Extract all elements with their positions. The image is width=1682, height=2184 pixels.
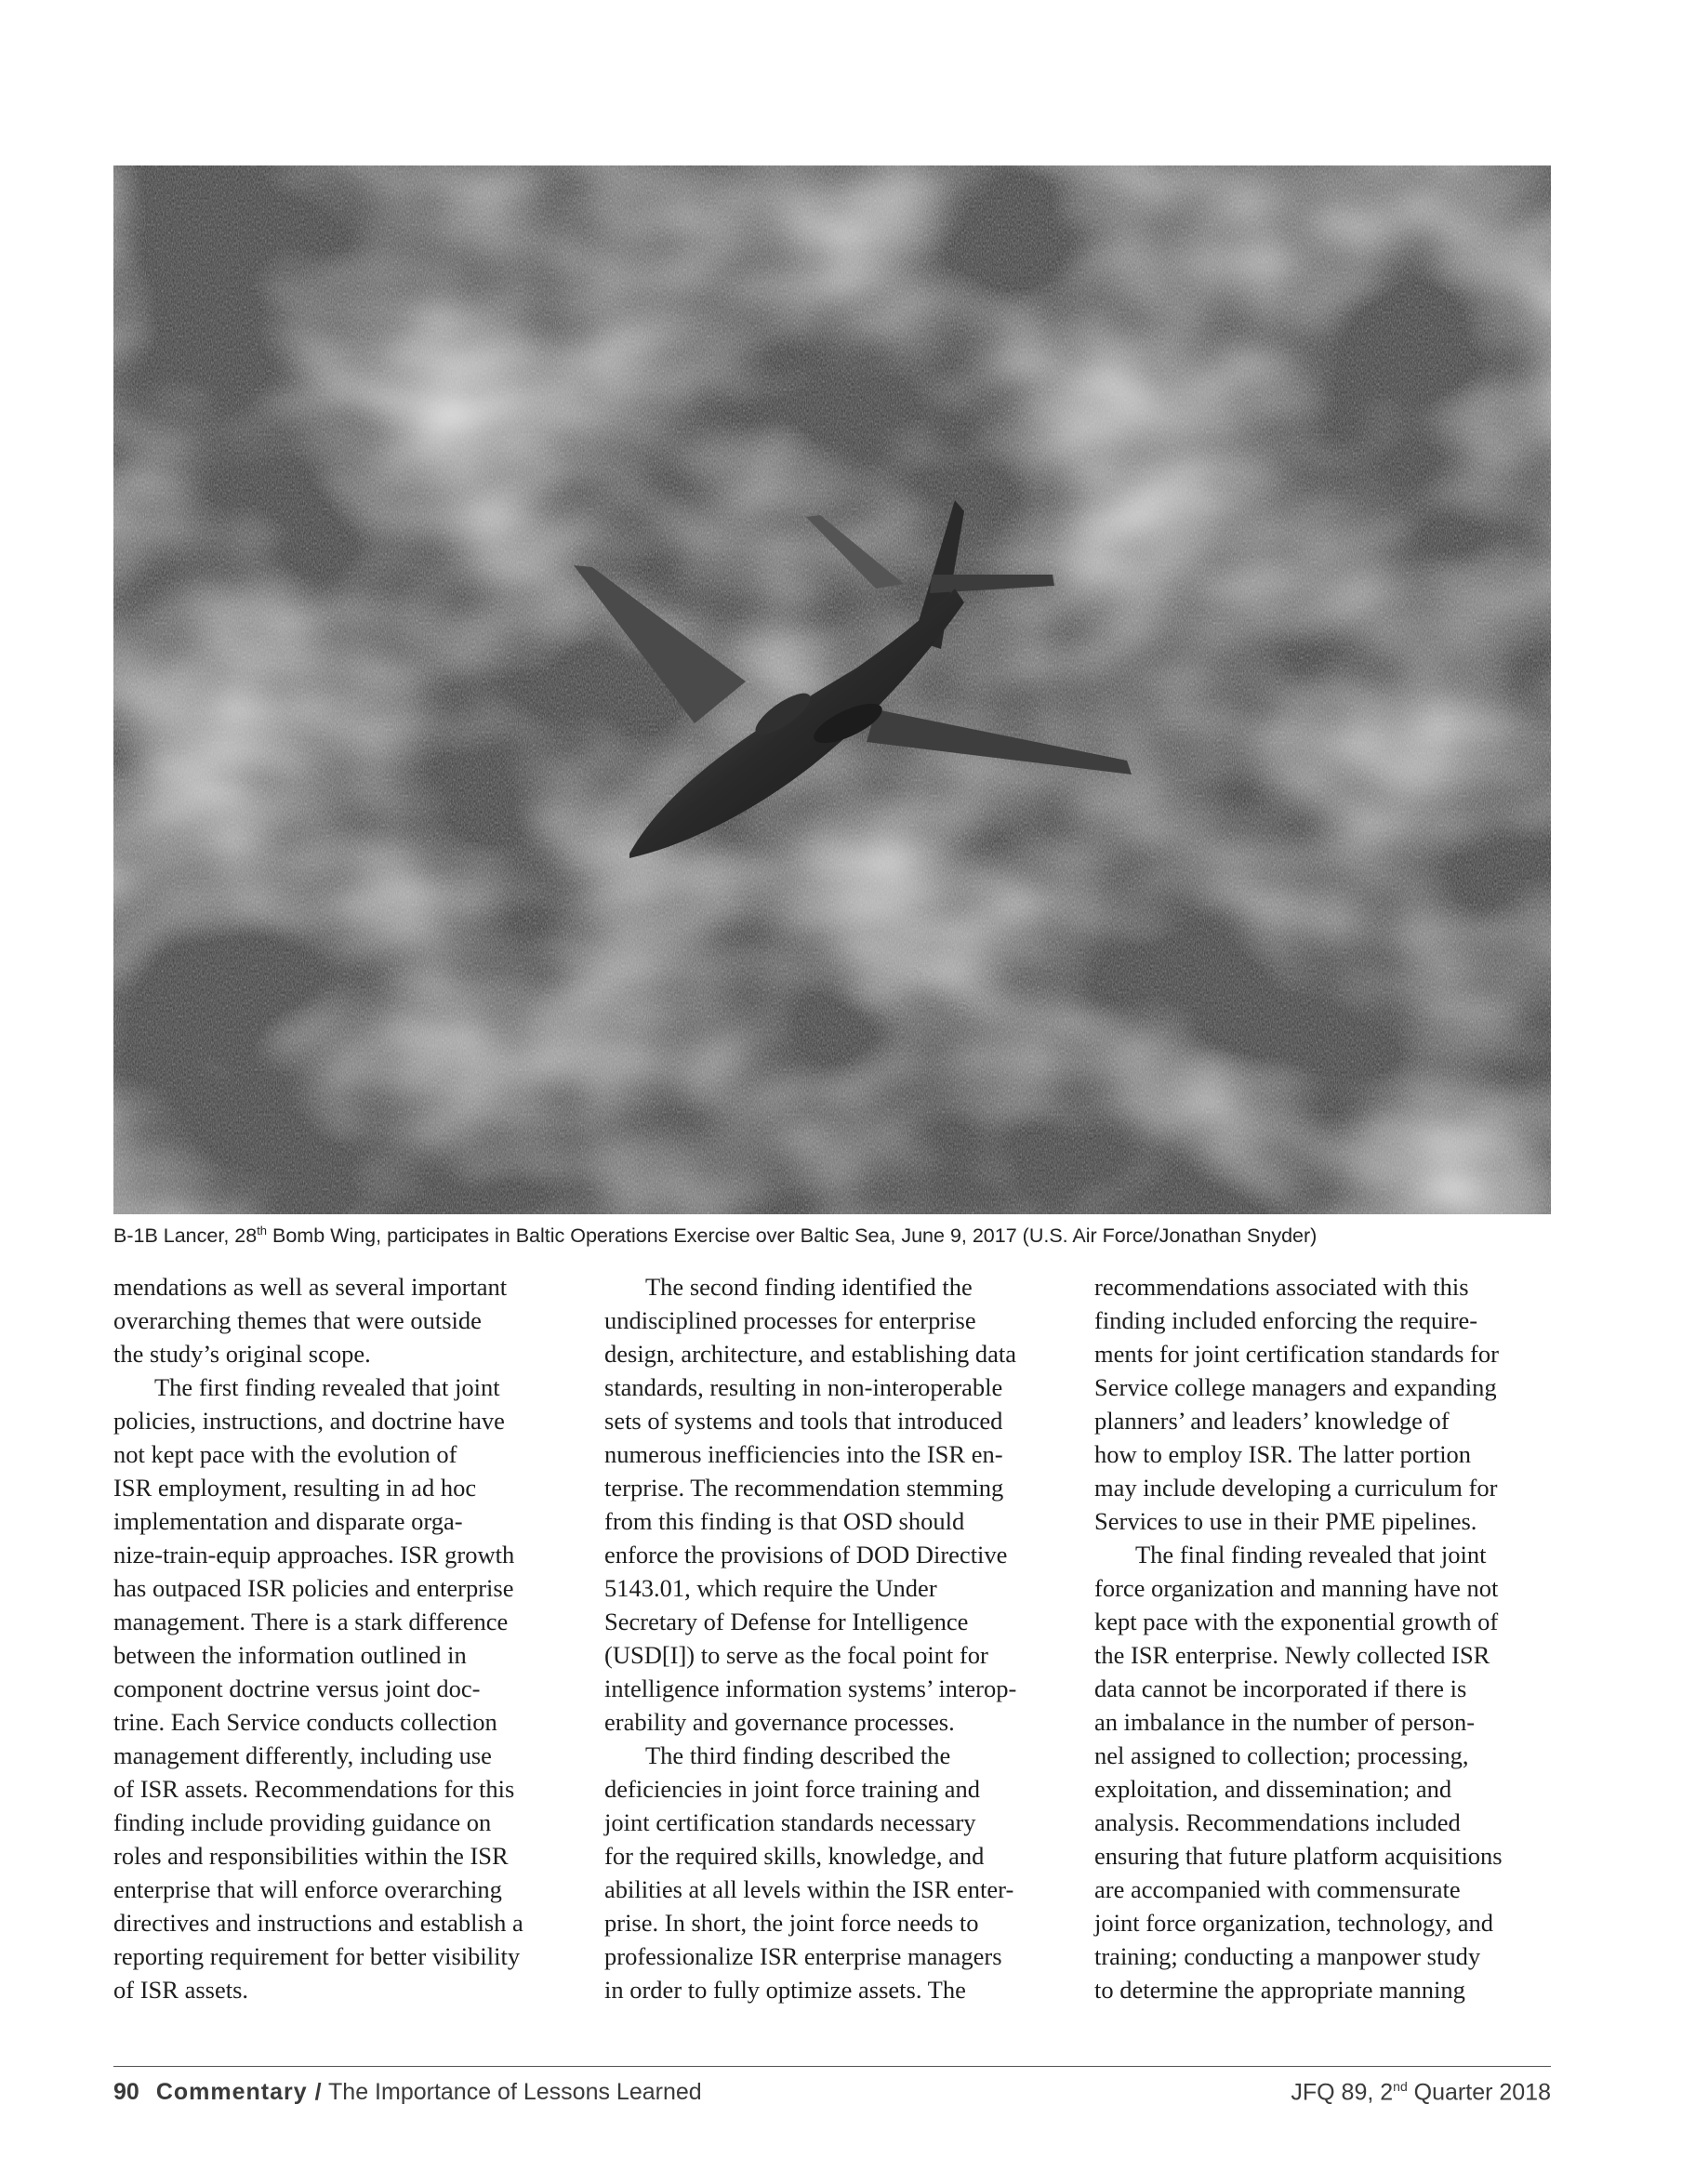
- text-line: management. There is a stark difference: [113, 1608, 509, 1635]
- text-column-2: [604, 1270, 1069, 2006]
- caption-superscript: th: [257, 1224, 268, 1238]
- text-line: undisciplined processes for enterprise: [604, 1306, 976, 1334]
- section-label: Commentary /: [155, 2079, 323, 2105]
- text-line: enterprise that will enforce overarching: [113, 1875, 502, 1903]
- text-line: erability and governance processes.: [604, 1708, 955, 1736]
- paragraph: [1094, 1270, 1559, 1538]
- text-line: ensuring that future platform acquisitions: [1094, 1842, 1503, 1870]
- photo-caption: [113, 1224, 1564, 1248]
- text-line: The first finding revealed that joint: [154, 1373, 500, 1401]
- text-line: the study’s original scope.: [113, 1340, 371, 1368]
- text-line: force organization and manning have not: [1094, 1574, 1499, 1602]
- text-line: between the information outlined in: [113, 1641, 467, 1669]
- text-line: abilities at all levels within the ISR enter-: [604, 1875, 1014, 1903]
- text-line: design, architecture, and establishing data: [604, 1340, 1016, 1368]
- text-line: of ISR assets. Recommendations for this: [113, 1775, 515, 1803]
- text-line: ISR employment, resulting in ad hoc: [113, 1474, 477, 1502]
- journal-issue-rest: Quarter 2018: [1407, 2079, 1551, 2106]
- text-line: trine. Each Service conducts collection: [113, 1708, 497, 1736]
- text-line: has outpaced ISR policies and enterprise: [113, 1574, 514, 1602]
- text-line: intelligence information systems’ interop-: [604, 1674, 1017, 1702]
- journal-issue-superscript: nd: [1393, 2079, 1408, 2094]
- page-number: 90: [113, 2079, 139, 2105]
- text-line: overarching themes that were outside: [113, 1306, 482, 1334]
- footer-left: [113, 2079, 702, 2106]
- text-line: mendations as well as several important: [113, 1273, 508, 1301]
- text-line: reporting requirement for better visibility: [113, 1942, 521, 1970]
- text-line: standards, resulting in non-interoperable: [604, 1373, 1003, 1401]
- text-line: (USD[I]) to serve as the focal point for: [604, 1641, 988, 1669]
- text-line: enforce the provisions of DOD Directive: [604, 1541, 1008, 1569]
- paragraph: [113, 1270, 578, 1370]
- caption-lead: B-1B Lancer, 28: [113, 1224, 258, 1248]
- journal-issue: JFQ 89, 2: [1291, 2079, 1394, 2106]
- text-line: joint certification standards necessary: [604, 1808, 976, 1836]
- paragraph: [604, 1739, 1069, 2006]
- text-line: implementation and disparate orga-: [113, 1507, 463, 1535]
- text-line: nel assigned to collection; processing,: [1094, 1741, 1469, 1769]
- text-line: in order to fully optimize assets. The: [604, 1976, 966, 2004]
- text-line: deficiencies in joint force training and: [604, 1775, 980, 1803]
- text-line: not kept pace with the evolution of: [113, 1440, 457, 1468]
- text-line: numerous inefficiencies into the ISR en-: [604, 1440, 1003, 1468]
- paragraph: [113, 1370, 578, 2006]
- text-line: planners’ and leaders’ knowledge of: [1094, 1407, 1450, 1435]
- footer-right: [1291, 2079, 1551, 2106]
- text-line: prise. In short, the joint force needs to: [604, 1909, 979, 1937]
- text-line: kept pace with the exponential growth of: [1094, 1608, 1499, 1635]
- text-line: recommendations associated with this: [1094, 1273, 1469, 1301]
- text-line: an imbalance in the number of person-: [1094, 1708, 1476, 1736]
- text-line: finding included enforcing the require-: [1094, 1306, 1478, 1334]
- text-line: 5143.01, which require the Under: [604, 1574, 937, 1602]
- text-line: Secretary of Defense for Intelligence: [604, 1608, 969, 1635]
- text-line: Services to use in their PME pipelines.: [1094, 1507, 1477, 1535]
- text-line: component doctrine versus joint doc-: [113, 1674, 481, 1702]
- caption-rest: Bomb Wing, participates in Baltic Operations Exercise over Baltic Sea, June 9, 2017 (U.S. Air Force/Jonathan Snyder): [267, 1224, 1318, 1248]
- text-line: from this finding is that OSD should: [604, 1507, 965, 1535]
- text-line: nize-train-equip approaches. ISR growth: [113, 1541, 515, 1569]
- text-line: joint force organization, technology, and: [1094, 1909, 1494, 1937]
- text-line: analysis. Recommendations included: [1094, 1808, 1461, 1836]
- article-title: The Importance of Lessons Learned: [322, 2079, 702, 2105]
- text-line: to determine the appropriate manning: [1094, 1976, 1465, 2004]
- text-line: policies, instructions, and doctrine have: [113, 1407, 505, 1435]
- text-line: may include developing a curriculum for: [1094, 1474, 1498, 1502]
- footer-rule: [113, 2066, 1551, 2067]
- text-line: training; conducting a manpower study: [1094, 1942, 1481, 1970]
- text-line: how to employ ISR. The latter portion: [1094, 1440, 1472, 1468]
- text-line: directives and instructions and establish a: [113, 1909, 523, 1937]
- text-column-3: [1094, 1270, 1559, 2006]
- text-line: terprise. The recommendation stemming: [604, 1474, 1004, 1502]
- photo-illustration: [113, 165, 1551, 1214]
- aircraft-over-sea-photo: [113, 165, 1551, 1214]
- text-line: The third finding described the: [645, 1741, 951, 1769]
- text-column-1: [113, 1270, 578, 2006]
- text-line: of ISR assets.: [113, 1976, 249, 2004]
- text-line: ments for joint certification standards for: [1094, 1340, 1499, 1368]
- text-line: exploitation, and dissemination; and: [1094, 1775, 1452, 1803]
- paragraph: [1094, 1538, 1559, 2006]
- text-line: for the required skills, knowledge, and: [604, 1842, 985, 1870]
- text-line: The final finding revealed that joint: [1135, 1541, 1487, 1569]
- text-line: are accompanied with commensurate: [1094, 1875, 1461, 1903]
- text-line: The second finding identified the: [645, 1273, 973, 1301]
- text-line: professionalize ISR enterprise managers: [604, 1942, 1002, 1970]
- text-line: management differently, including use: [113, 1741, 492, 1769]
- text-line: sets of systems and tools that introduced: [604, 1407, 1003, 1435]
- text-line: data cannot be incorporated if there is: [1094, 1674, 1467, 1702]
- text-line: the ISR enterprise. Newly collected ISR: [1094, 1641, 1490, 1669]
- text-line: finding include providing guidance on: [113, 1808, 492, 1836]
- paragraph: [604, 1270, 1069, 1739]
- text-line: Service college managers and expanding: [1094, 1373, 1497, 1401]
- text-line: roles and responsibilities within the ISR: [113, 1842, 509, 1870]
